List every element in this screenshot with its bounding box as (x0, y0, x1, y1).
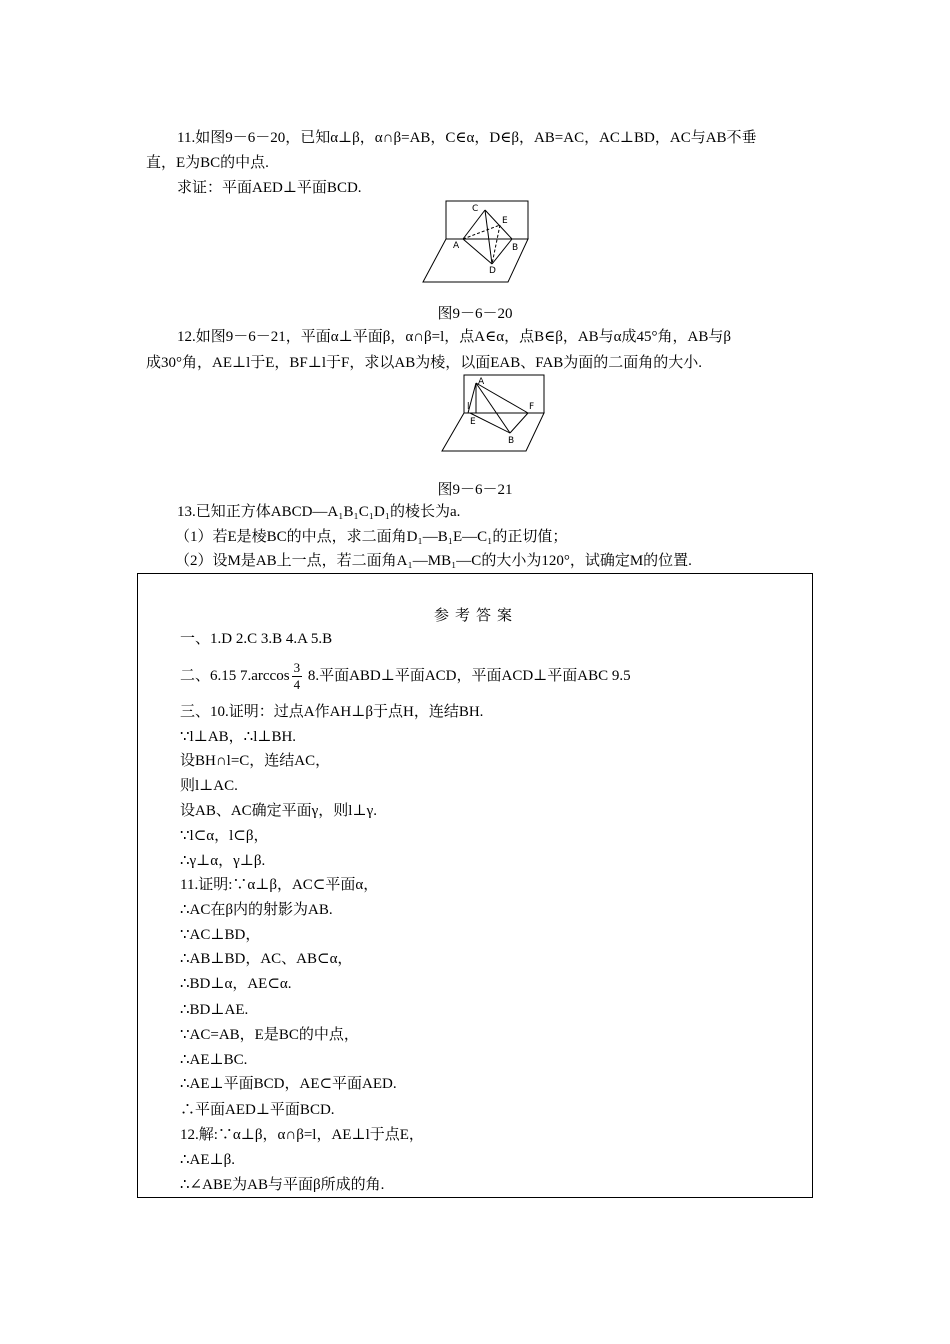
problem-11-line-3: 求证：平面AED⊥平面BCD. (177, 180, 362, 196)
answer-line-choice: 一、1.D 2.C 3.B 4.A 5.B (180, 631, 333, 647)
label-e: E (470, 417, 476, 427)
answer-line: ∴γ⊥α，γ⊥β. (180, 853, 266, 869)
label-f: F (529, 402, 535, 412)
answer-line: ∴BD⊥AE. (180, 1002, 249, 1018)
answer-line: ∴AE⊥β. (180, 1152, 236, 1168)
figure-9-6-21-caption: 图9－6－21 (437, 482, 513, 498)
answer-title: 参考答案 (433, 608, 518, 624)
figure-9-6-20 (420, 198, 532, 288)
fraction (292, 660, 303, 693)
answer-fill-suffix: 8.平面ABD⊥平面ACD，平面ACD⊥平面ABC 9.5 (304, 668, 631, 684)
problem-13-line-1: 13.已知正方体ABCD—A₁B₁C₁D₁的棱长为a. (177, 504, 461, 520)
answer-line: ∴AC在β内的射影为AB. (180, 902, 333, 918)
label-a: A (478, 377, 485, 387)
answer-line: ∵l⊥AB，∴l⊥BH. (180, 729, 297, 745)
answer-line: ∴AE⊥平面BCD，AE⊂平面AED. (180, 1076, 397, 1092)
answer-line: ∵AC⊥BD， (180, 927, 261, 943)
answer-line: 三、10.证明：过点A作AH⊥β于点H，连结BH. (180, 704, 484, 720)
answer-fill-prefix: 二、6.15 7.arccos (180, 668, 290, 684)
problem-11-line-1: 11.如图9－6－20，已知α⊥β，α∩β=AB，C∈α，D∈β，AB=AC，AC⊥BD，AC与AB不垂 (177, 130, 757, 146)
label-e: E (502, 216, 508, 226)
answer-line: ∴BD⊥α，AE⊂α. (180, 976, 292, 992)
answer-box (137, 573, 813, 1198)
problem-12-line-2: 成30°角，AE⊥l于E，BF⊥l于F，求以AB为棱，以面EAB、FAB为面的二面角的大小. (146, 355, 703, 371)
fraction-numerator: 3 (293, 660, 301, 676)
answer-line: 则l⊥AC. (180, 778, 238, 794)
answer-line: ∴AE⊥BC. (180, 1052, 248, 1068)
label-a: A (453, 241, 460, 251)
answer-line: 12.解:∵α⊥β，α∩β=l，AE⊥l于点E， (180, 1127, 424, 1143)
answer-line-fill (180, 657, 631, 695)
figure-9-6-21 (440, 373, 560, 455)
answer-line: 设AB、AC确定平面γ，则l⊥γ. (180, 803, 377, 819)
answer-line: 11.证明:∵α⊥β，AC⊂平面α， (180, 877, 379, 893)
answer-line: 设BH∩l=C，连结AC， (180, 753, 331, 769)
figure-9-6-20-caption: 图9－6－20 (437, 306, 513, 322)
problem-12-line-1: 12.如图9－6－21，平面α⊥平面β，α∩β=l，点A∈α，点B∈β，AB与α成45°角，AB与β (177, 329, 731, 345)
answer-line: ∴平面AED⊥平面BCD. (180, 1102, 335, 1118)
answer-line: ∴∠ABE为AB与平面β所成的角. (180, 1177, 385, 1193)
problem-13-line-2: （1）若E是棱BC的中点，求二面角D₁—B₁E—C₁的正切值； (175, 529, 568, 545)
label-b: B (512, 243, 519, 253)
label-l: l (467, 402, 470, 412)
fraction-denominator: 4 (293, 677, 301, 693)
problem-11-line-2: 直，E为BC的中点. (146, 155, 269, 171)
plane-beta (442, 413, 544, 451)
label-c: C (472, 204, 479, 214)
plane-alpha (446, 201, 528, 239)
label-b: B (508, 436, 515, 446)
problem-13-line-3: （2）设M是AB上一点，若二面角A₁—MB₁—C的大小为120°，试确定M的位置. (175, 553, 692, 569)
answer-line: ∵AC=AB，E是BC的中点， (180, 1027, 359, 1043)
answer-line: ∴AB⊥BD，AC、AB⊂α， (180, 951, 353, 967)
label-d: D (489, 266, 496, 276)
answer-line: ∵l⊂α，l⊂β， (180, 828, 269, 844)
